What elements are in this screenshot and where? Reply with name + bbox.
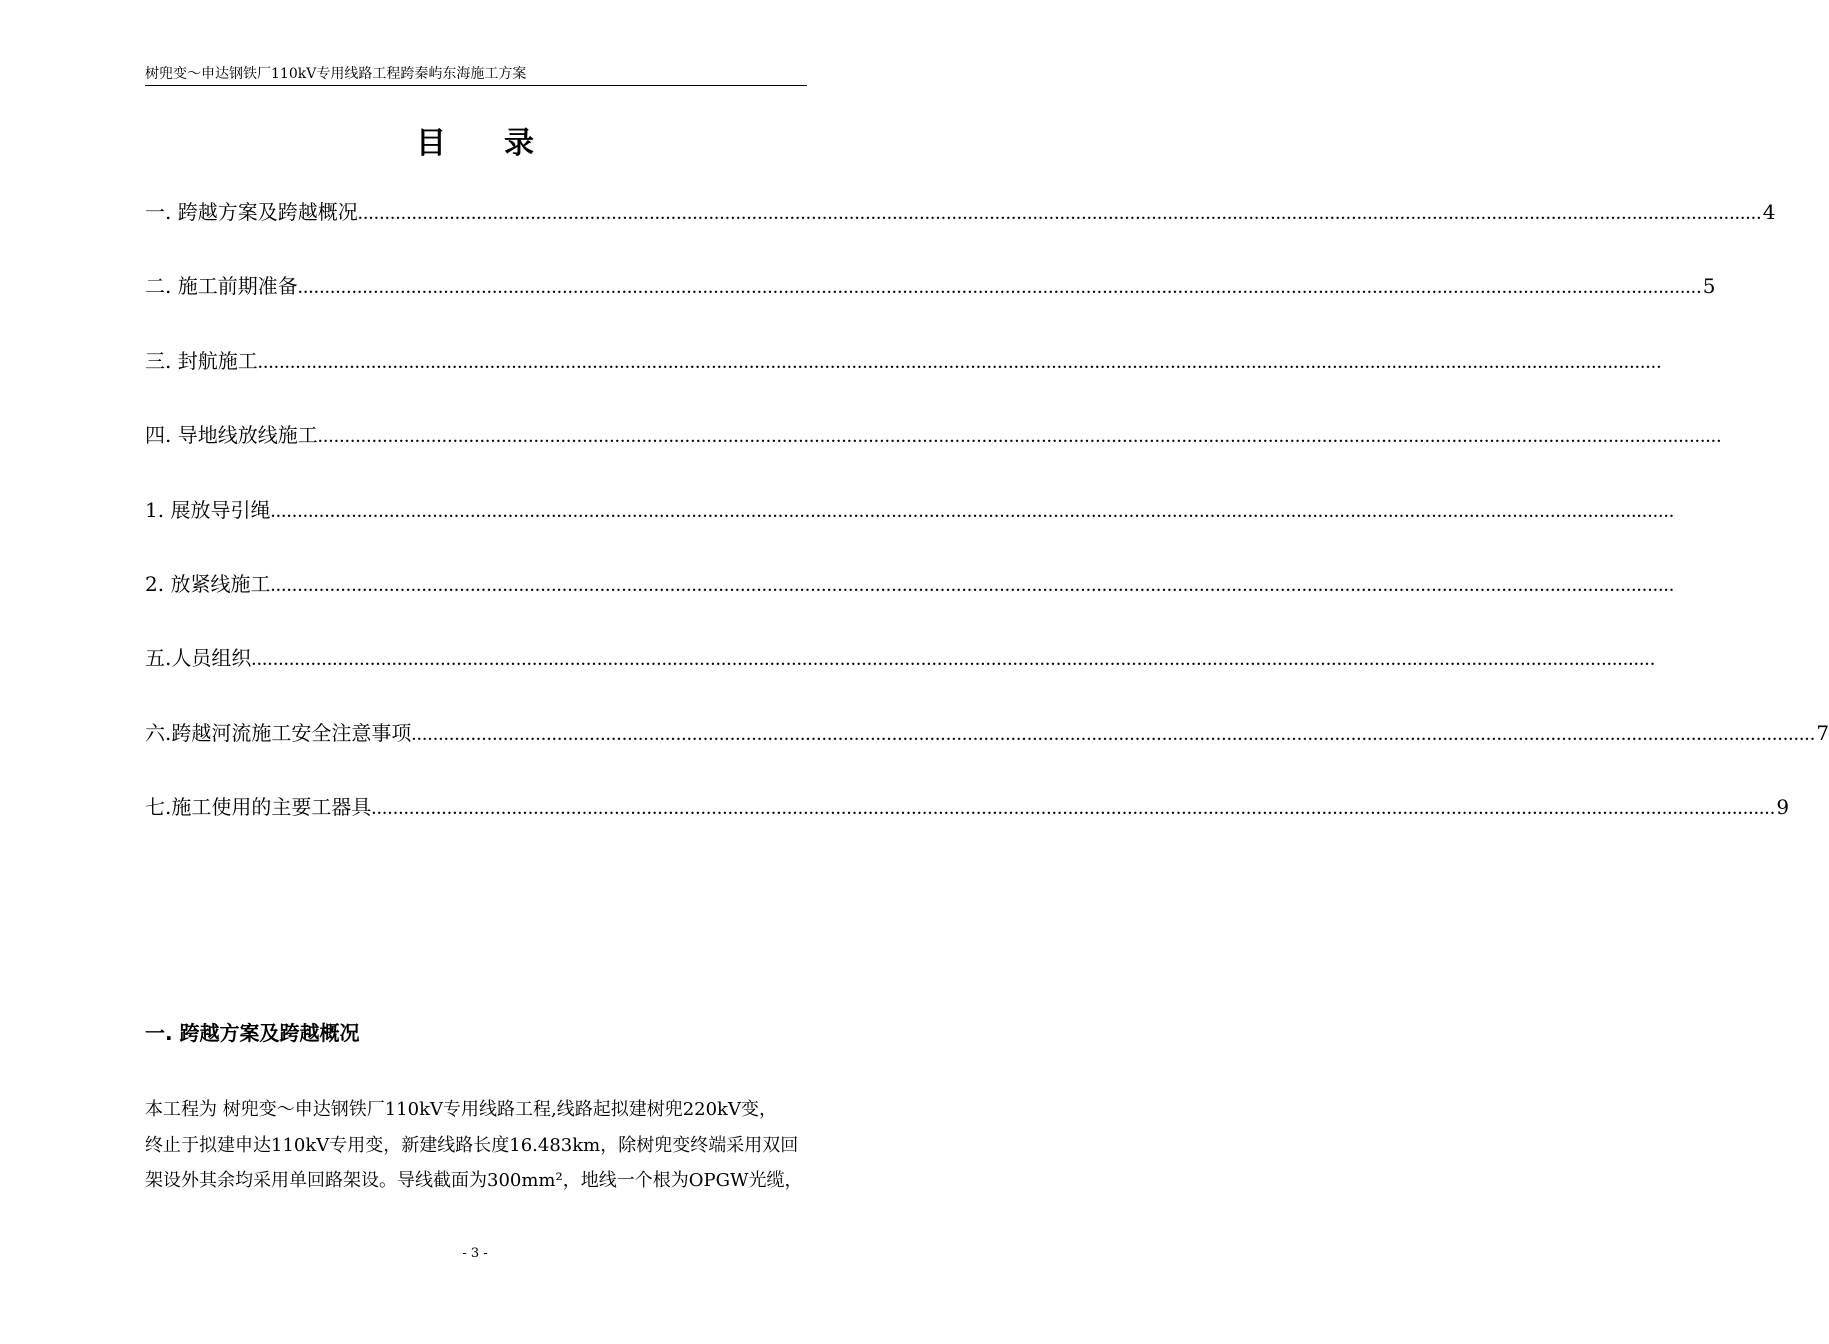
toc-entry-label: 二. 施工前期准备 (145, 274, 298, 299)
toc-entry-label: 五.人员组织 (145, 646, 252, 671)
toc-entry[interactable] (145, 271, 1716, 345)
toc-entry-label: 一. 跨越方案及跨越概况 (145, 200, 358, 224)
body-line: 本工程为 树兜变～申达钢铁厂110kV专用线路工程,线路起拟建树兜220kV变， (145, 1099, 777, 1120)
section-body (145, 1092, 825, 1199)
toc-entry[interactable] (145, 718, 1829, 792)
body-line: 终止于拟建申达110kV专用变，新建线路长度16.483km，除树兜变终端采用双回 (145, 1134, 799, 1156)
page-header: 树兜变～申达钢铁厂110kV专用线路工程跨秦屿东海施工方案 (145, 64, 807, 86)
toc-entry-label: 2. 放紧线施工 (145, 571, 271, 596)
toc-entry-label: 六.跨越河流施工安全注意事项 (145, 720, 412, 745)
toc-leader-dots: .................................................................................................................................................................................................................................................................... (357, 202, 1762, 224)
toc-entry-label: 四. 导地线放线施工 (145, 423, 318, 448)
document-title: 目录 (416, 126, 592, 161)
table-of-contents (145, 197, 1829, 867)
toc-leader-dots: .................................................................................................................................................................................................................................................................... (251, 648, 1656, 671)
toc-entry[interactable] (145, 643, 1656, 717)
toc-entry-label: 1. 展放导引绳 (145, 497, 271, 522)
page-number: - 3 - (462, 1246, 488, 1261)
toc-leader-dots: .................................................................................................................................................................................................................................................................... (297, 276, 1702, 299)
toc-leader-dots: .................................................................................................................................................................................................................................................................... (371, 797, 1776, 820)
toc-leader-dots: .................................................................................................................................................................................................................................................................... (317, 425, 1722, 448)
toc-entry[interactable] (145, 569, 1675, 643)
section-heading: 一. 跨越方案及跨越概况 (145, 1021, 360, 1045)
toc-leader-dots: .................................................................................................................................................................................................................................................................... (270, 573, 1675, 596)
toc-entry-label: 七.施工使用的主要工器具 (145, 795, 372, 820)
toc-entry[interactable] (145, 420, 1722, 494)
toc-entry-page: 4 (1762, 200, 1776, 224)
toc-entry-label: 三. 封航施工 (145, 348, 258, 373)
toc-entry[interactable] (145, 792, 1790, 866)
toc-entry-page: 7 (1816, 720, 1829, 745)
toc-entry-page: 9 (1776, 795, 1790, 820)
toc-entry[interactable] (145, 197, 1776, 271)
toc-leader-dots: .................................................................................................................................................................................................................................................................... (411, 722, 1816, 745)
toc-leader-dots: .................................................................................................................................................................................................................................................................... (257, 350, 1662, 373)
toc-entry-page: 5 (1702, 274, 1716, 299)
toc-entry[interactable] (145, 346, 1662, 420)
toc-entry[interactable] (145, 495, 1675, 569)
toc-leader-dots: .................................................................................................................................................................................................................................................................... (270, 499, 1675, 522)
body-line: 架设外其余均采用单回路架设。导线截面为300mm²，地线一个根为OPGW光缆， (145, 1170, 803, 1191)
